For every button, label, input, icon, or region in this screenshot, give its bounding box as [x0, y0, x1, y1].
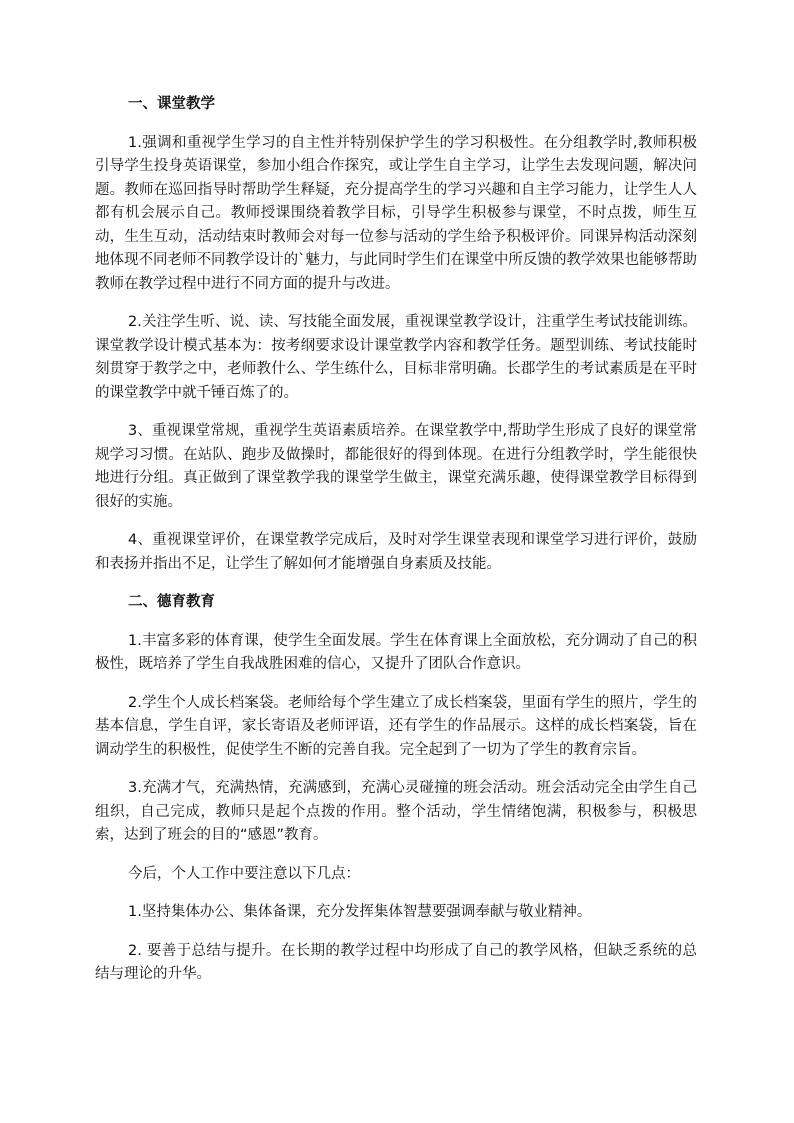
paragraph: 2.关注学生听、说、读、写技能全面发展，重视课堂教学设计，注重学生考试技能训练。课堂教学设计模式基本为：按考纲要求设计课堂教学内容和教学任务。题型训练、考试技能时刻贯穿于教学之中，老师教什么、学生练什么，目标非常明确。长郡学生的考试素质是在平时的课堂教学中就千锤百炼了的。: [95, 314, 697, 401]
document-page: [95, 93, 697, 1002]
section-heading-moral-education: 二、德育教育: [128, 594, 215, 610]
paragraph: 1.强调和重视学生学习的自主性并特别保护学生的学习积极性。在分组教学时,教师积极引导学生投身英语课堂，参加小组合作探究，或让学生自主学习，让学生去发现问题，解决问题。教师在巡回指导时帮助学生释疑，充分提高学生的学习兴趣和自主学习能力，让学生人人都有机会展示自己。教师授课围绕着教学目标，引导学生积极参与课堂，不时点拨，师生互动，生生互动，活动结束时教师会对每一位参与活动的学生给予积极评价。同课异构活动深刻地体现不同老师不同教学设计的`魅力，与此同时学生们在课堂中所反馈的教学效果也能够帮助教师在教学过程中进行不同方面的提升与改进。: [95, 134, 697, 292]
paragraph: 今后，个人工作中要注意以下几点：: [128, 865, 360, 882]
paragraph: 2.学生个人成长档案袋。老师给每个学生建立了成长档案袋，里面有学生的照片，学生的基本信息，学生自评，家长寄语及老师评语，还有学生的作品展示。这样的成长档案袋，旨在调动学生的积极性，促使学生不断的完善自我。完全起到了一切为了学生的教育宗旨。: [95, 694, 697, 758]
paragraph: 4、重视课堂评价，在课堂教学完成后，及时对学生课堂表现和课堂学习进行评价，鼓励和表扬并指出不足，让学生了解如何才能增强自身素质及技能。: [95, 532, 697, 572]
paragraph: 2. 要善于总结与提升。在长期的教学过程中均形成了自己的教学风格，但缺乏系统的总结与理论的升华。: [95, 942, 697, 982]
section-heading-classroom-teaching: 一、课堂教学: [128, 96, 215, 112]
paragraph: 1.丰富多彩的体育课，使学生全面发展。学生在体育课上全面放松，充分调动了自己的积极性，既培养了学生自我战胜困难的信心，又提升了团队合作意识。: [95, 632, 697, 672]
paragraph: 3、重视课堂常规，重视学生英语素质培养。在课堂教学中,帮助学生形成了良好的课堂常规学习习惯。在站队、跑步及做操时，都能很好的得到体现。在进行分组教学时，学生能很快地进行分组。真正做到了课堂教学我的课堂学生做主，课堂充满乐趣，使得课堂教学目标得到很好的实施。: [95, 423, 697, 510]
paragraph: 1.坚持集体办公、集体备课，充分发挥集体智慧要强调奉献与敬业精神。: [128, 904, 592, 920]
paragraph: 3.充满才气，充满热情，充满感到，充满心灵碰撞的班会活动。班会活动完全由学生自己组织，自己完成，教师只是起个点拨的作用。整个活动，学生情绪饱满，积极参与，积极思索，达到了班会的目的“感恩”教育。: [95, 780, 697, 843]
